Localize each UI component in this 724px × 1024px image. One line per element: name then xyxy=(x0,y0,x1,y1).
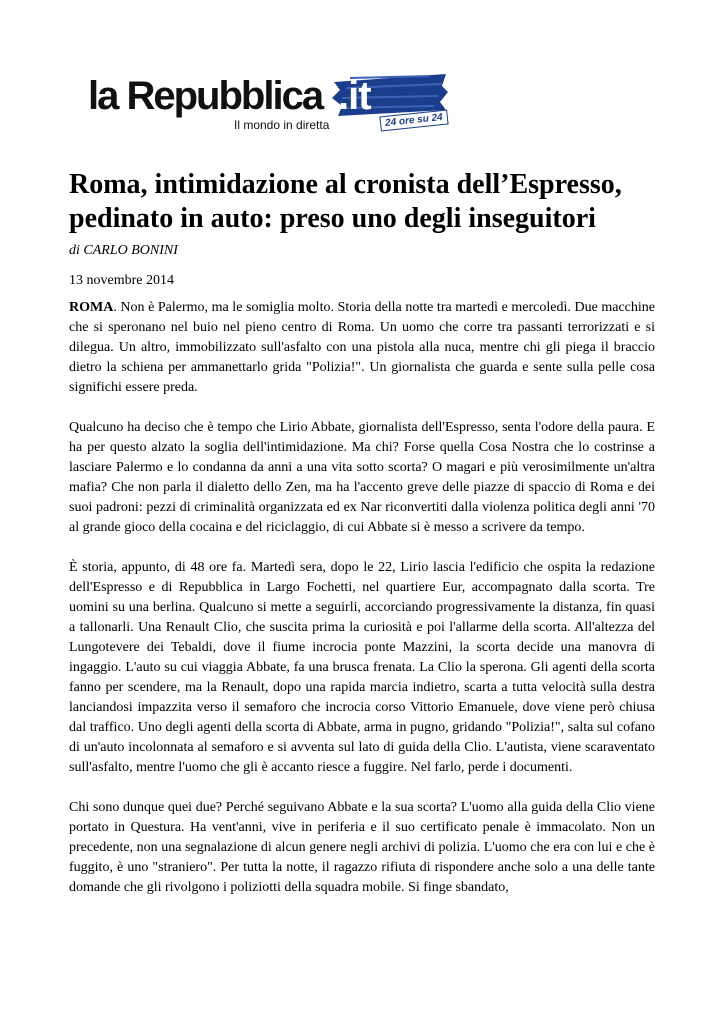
logo-suffix: .it xyxy=(338,74,371,118)
article-dateline: ROMA xyxy=(69,300,114,315)
repubblica-logo[interactable] xyxy=(88,70,458,140)
article-body xyxy=(69,298,655,918)
article-headline: Roma, intimidazione al cronista dell’Espresso, pedinato in auto: preso uno degli inseguitori xyxy=(69,169,622,234)
article-paragraph: Qualcuno ha deciso che è tempo che Lirio Abbate, giornalista dell'Espresso, senta l'odore della paura. E ha per questo alzato la soglia dell'intimidazione. Ma chi? Forse quella Cosa Nostra che lo costrinse a lasciare Palermo e lo condanna da anni a una vita sotto scorta? O magari e più verosimilmente un'altra mafia? Che non parla il dialetto dello Zen, ma ha l'accento greve delle piazze di spaccio di Roma e dei suoi padroni: pezzi di criminalità organizzata ed ex Nar riconvertiti dalla violenza politica degli anni '70 al grande gioco della cocaina e del riciclaggio, di cui Abbate si è messo a scrivere da tempo. xyxy=(69,420,655,535)
article-paragraph-lead xyxy=(69,298,655,398)
article-date: 13 novembre 2014 xyxy=(69,273,174,288)
logo-tagline: Il mondo in diretta xyxy=(234,118,330,132)
article-paragraph: È storia, appunto, di 48 ore fa. Martedì sera, dopo le 22, Lirio lascia l'edificio che ospita la redazione dell'Espresso e di Repubblica in Largo Fochetti, nel quartiere Eur, accompagnato dalla scorta. Tre uomini su una berlina. Qualcuno si mette a seguirli, accorciando progressivamente la distanza, fin quasi a tallonarli. Una Renault Clio, che suscita prima la curiosità e poi l'allarme della scorta. All'altezza del Lungotevere dei Tebaldi, dove il fiume incrocia ponte Mazzini, la scorta decide una manovra di ingaggio. L'auto su cui viaggia Abbate, fa una brusca frenata. La Clio la sperona. Gli agenti della scorta fanno per scendere, ma la Renault, dopo una rapida marcia indietro, scarta a tutta velocità sulla destra lanciandosi impazzita verso il semaforo che incrocia corso Vittorio Emanuele, dove viene però chiusa dal traffico. Uno degli agenti della scorta di Abbate, arma in pugno, gridando "Polizia!", salta sul cofano di un'auto incolonnata al semaforo e si avventa sul lato di guida della Clio. L'autista, viene scaraventato sull'asfalto, mentre l'uomo che gli è accanto riesce a fuggire. Nel farlo, perde i documenti. xyxy=(69,560,655,775)
logo-badge: 24 ore su 24 xyxy=(379,109,448,131)
article-paragraph: Chi sono dunque quei due? Perché seguivano Abbate e la sua scorta? L'uomo alla guida della Clio viene portato in Questura. Ha vent'anni, vive in periferia e il suo certificato penale è immacolato. Non un precedente, non una segnalazione di alcun genere negli archivi di polizia. L'uomo che era con lui e che è fuggito, è uno "straniero". Per tutta la notte, il ragazzo rifiuta di rispondere anche solo a una delle tante domande che gli rivolgono i poliziotti della squadra mobile. Si finge sbandato, xyxy=(69,800,655,895)
article-byline: di CARLO BONINI xyxy=(69,243,178,258)
article-lead-text: . Non è Palermo, ma le somiglia molto. Storia della notte tra martedì e mercoledì. Due macchine che si speronano nel buio nel pieno centro di Roma. Un uomo che corre tra passanti terrorizzati e si dilegua. Un altro, immobilizzato sull'asfalto con una pistola alla nuca, mentre chi gli piega il braccio dietro la schiena per ammanettarlo grida "Polizia!". Un giornalista che guarda e sente sulla pelle cosa significhi essere preda. xyxy=(69,300,655,395)
logo-wordmark: la Repubblica xyxy=(88,74,323,118)
